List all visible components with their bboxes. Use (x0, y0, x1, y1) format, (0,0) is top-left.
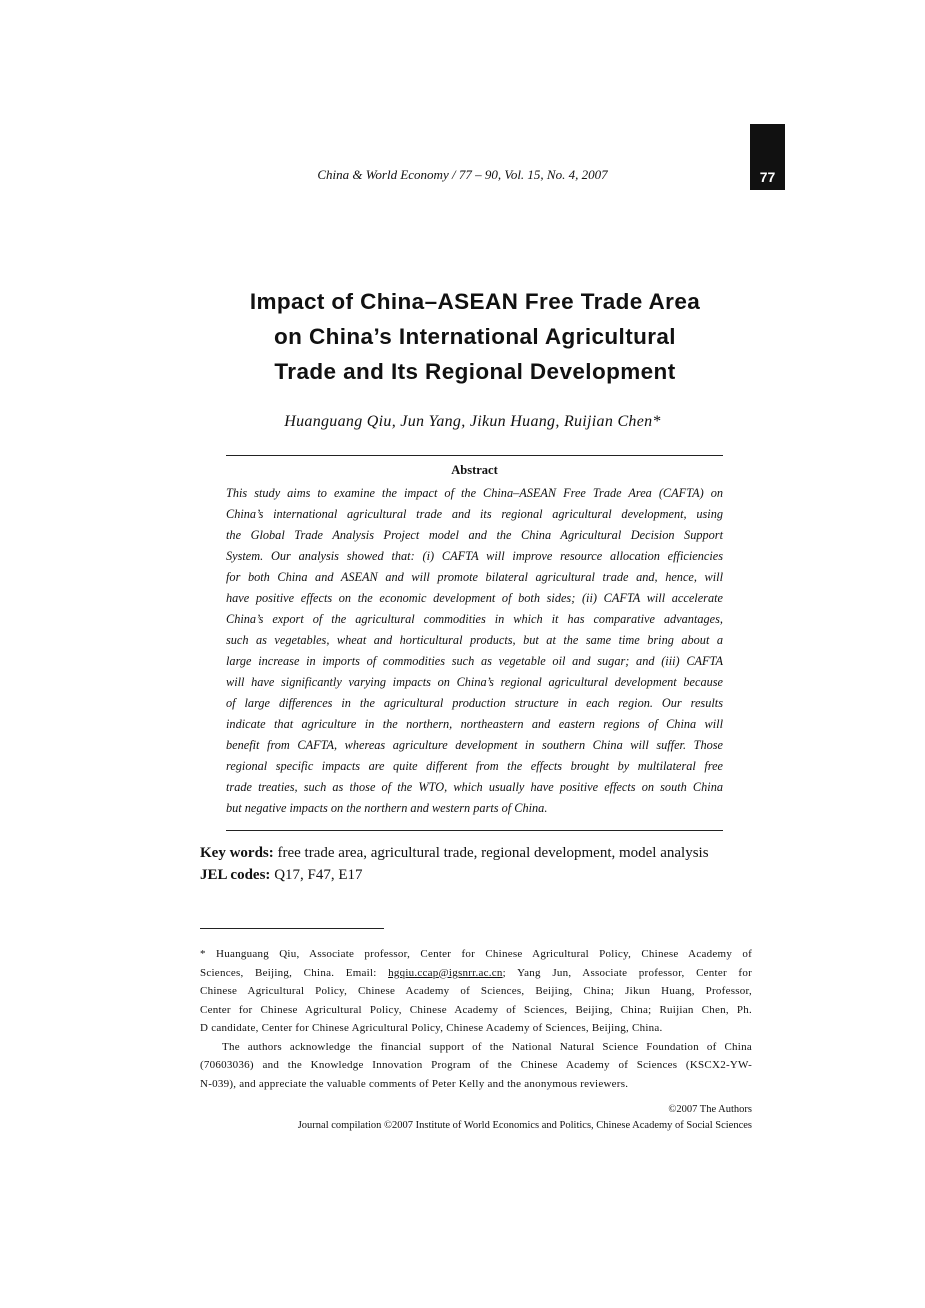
jel-text: Q17, F47, E17 (270, 867, 363, 883)
page-number: 77 (759, 169, 776, 185)
abstract-line: the Global Trade Analysis Project model and the China Agricultural Decision Support (226, 528, 723, 542)
abstract-line: This study aims to examine the impact of the China–ASEAN Free Trade Area (CAFTA) on (226, 486, 723, 500)
abstract-line: for both China and ASEAN and will promote bilateral agricultural trade and, hence, will (226, 570, 723, 584)
abstract-line: regional specific impacts are quite different from the effects brought by multilateral free (226, 759, 723, 773)
jel-label: JEL codes: (200, 867, 271, 883)
footnote-line: N-039), and appreciate the valuable comments of Peter Kelly and the anonymous reviewers. (200, 1077, 629, 1090)
abstract-body (226, 483, 723, 819)
running-header: China & World Economy / 77 – 90, Vol. 15, No. 4, 2007 (317, 167, 608, 182)
footnote-line: D candidate, Center for Chinese Agricultural Policy, Chinese Academy of Sciences, Beijing, China. (200, 1022, 663, 1034)
keywords (200, 842, 709, 864)
email-link[interactable]: hgqiu.ccap@igsnrr.ac.cn (388, 966, 503, 979)
abstract-line: indicate that agriculture in the northern, northeastern and eastern regions of China will (226, 717, 723, 731)
abstract-line: but negative impacts on the northern and western parts of China. (226, 801, 548, 815)
abstract-heading: Abstract (451, 463, 498, 477)
abstract-line: will have significantly varying impacts on China’s regional agricultural development because (226, 675, 723, 689)
footnote-line: Chinese Agricultural Policy, Chinese Academy of Sciences, Beijing, China; Jikun Huang, Professor, (200, 985, 752, 997)
abstract-line: China’s international agricultural trade and its regional agricultural development, using (226, 507, 723, 521)
abstract-line: System. Our analysis showed that: (i) CAFTA will improve resource allocation efficiencies (226, 549, 723, 563)
footnote-rule (200, 928, 384, 929)
abstract-bottom-rule (226, 830, 723, 831)
jel-codes (200, 864, 363, 886)
copyright: ©2007 The Authors (668, 1104, 752, 1115)
footnote-line: Center for Chinese Agricultural Policy, Chinese Academy of Sciences, Beijing, China; Ruijian Chen, Ph. (200, 1003, 752, 1016)
title-line: Trade and Its Regional Development (274, 359, 676, 384)
journal-compilation: Journal compilation ©2007 Institute of World Economics and Politics, Chinese Academy of Social Sciences (297, 1120, 752, 1131)
abstract-line: large increase in imports of commodities such as vegetable oil and sugar; and (iii) CAFTA (226, 654, 723, 668)
abstract-line: of large differences in the agricultural production structure in each region. Our results (226, 696, 723, 710)
footnote-line: * Huanguang Qiu, Associate professor, Center for Chinese Agricultural Policy, Chinese Academy of (200, 948, 752, 960)
abstract-line: trade treaties, such as those of the WTO, which usually have positive effects on south China (226, 780, 723, 794)
footnote-line: The authors acknowledge the financial support of the National Natural Science Foundation of China (222, 1040, 752, 1053)
abstract-line: China’s export of the agricultural commodities in which it has comparative advantages, (226, 612, 723, 626)
keywords-text: free trade area, agricultural trade, regional development, model analysis (273, 845, 709, 861)
footnote-line: (70603036) and the Knowledge Innovation Program of the Chinese Academy of Sciences (KSCX2-YW- (200, 1059, 752, 1071)
title-line: Impact of China–ASEAN Free Trade Area (249, 289, 701, 314)
footnote (200, 945, 752, 1093)
footnote-line (200, 964, 752, 983)
abstract-line: such as vegetables, wheat and horticultural products, but at the same time bring about a (226, 633, 723, 647)
article-title (150, 284, 800, 389)
footnote-text: ; Yang Jun, Associate professor, Center for (502, 966, 753, 979)
title-line: on China’s International Agricultural (274, 324, 676, 349)
abstract-line: have positive effects on the economic development of both sides; (ii) CAFTA will accelerate (226, 591, 723, 605)
abstract-line: benefit from CAFTA, whereas agriculture development in southern China will suffer. Those (226, 738, 723, 752)
footnote-text: Sciences, Beijing, China. Email: (200, 966, 389, 979)
author-list: Huanguang Qiu, Jun Yang, Jikun Huang, Ruijian Chen* (284, 413, 661, 430)
abstract-top-rule (226, 455, 723, 456)
keywords-label: Key words: (200, 845, 274, 861)
